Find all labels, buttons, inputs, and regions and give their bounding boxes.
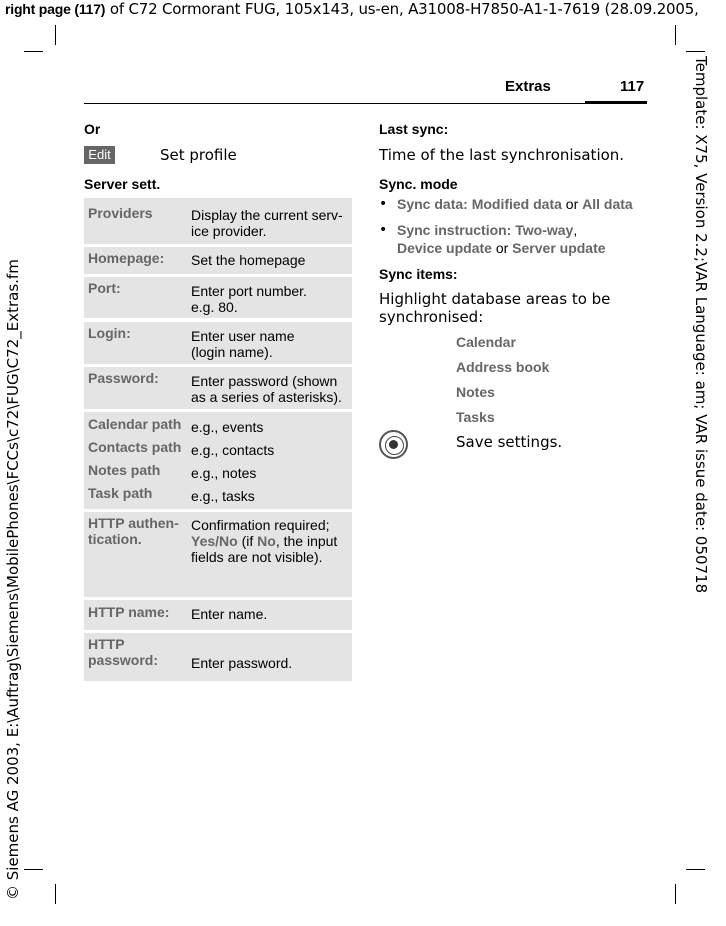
sync-items-heading: Sync items: [379, 266, 458, 282]
row-key: Homepage: [88, 250, 165, 266]
row-value: e.g., tasks [191, 488, 255, 504]
row-value-confirm [191, 533, 337, 549]
row-value: e.g., notes [191, 465, 257, 481]
yes-no-option: Yes/No [191, 533, 238, 549]
print-info-details: of C72 Cormorant FUG, 105x143, us-en, A31008-H7850-A1-1-7619 (28.09.2005, [105, 0, 699, 18]
sync-item-calendar: Calendar [456, 334, 516, 350]
sync-items-text: Highlight database areas to be [379, 290, 611, 308]
last-sync-heading: Last sync: [379, 121, 449, 137]
if-text: (if [237, 533, 258, 549]
or-label: Or [84, 121, 101, 137]
table-row [84, 633, 352, 681]
print-info [5, 0, 699, 18]
crop-mark [686, 51, 705, 52]
row-key: Password: [88, 370, 159, 386]
table-row [84, 198, 352, 244]
sync-instruction-option-2 [397, 240, 606, 256]
row-value: as a series of asterisks). [191, 389, 342, 405]
row-key: Login: [88, 325, 131, 341]
crop-mark [24, 51, 43, 52]
row-key: Contacts path [88, 439, 182, 455]
comma: , [573, 222, 578, 238]
row-key: Task path [88, 485, 153, 501]
bullet: • [379, 222, 388, 238]
row-value: Set the homepage [191, 252, 306, 268]
crop-mark [55, 25, 56, 45]
crop-mark [55, 884, 56, 904]
row-value: fields are not visible). [191, 549, 323, 565]
sync-instruction-option [397, 222, 577, 238]
page-number: 117 [620, 78, 645, 95]
edit-softkey: Edit [84, 146, 115, 164]
set-profile-text: Set profile [160, 146, 237, 164]
header-rule [84, 103, 647, 104]
row-key: HTTP name: [88, 604, 170, 620]
row-value: Enter port number. [191, 283, 307, 299]
row-key: Providers [88, 205, 153, 221]
sync-data-modified: Sync data: Modified data [397, 196, 562, 212]
row-key: Calendar path [88, 416, 182, 432]
device-update: Device update [397, 240, 492, 256]
input-text: , the input [275, 533, 338, 549]
row-key: Notes path [88, 462, 161, 478]
crop-mark [675, 884, 676, 904]
bullet: • [379, 196, 388, 212]
chapter-title: Extras [505, 78, 551, 95]
save-settings-text: Save settings. [456, 433, 563, 451]
row-key: password: [88, 652, 159, 668]
header-rule-thick [585, 101, 647, 104]
crop-mark [24, 869, 43, 870]
print-info-page: right page (117) [5, 1, 106, 17]
sync-mode-heading: Sync. mode [379, 176, 458, 192]
row-value: Enter user name [191, 328, 295, 344]
no-option: No [257, 533, 276, 549]
last-sync-text: Time of the last synchronisation. [379, 146, 625, 164]
server-update: Server update [512, 240, 606, 256]
navigation-key-icon [379, 430, 408, 459]
or-text: or [491, 240, 513, 256]
table-row-paths [84, 412, 352, 509]
row-key: Port: [88, 280, 121, 296]
template-info: Template: X75, Version 2.2;VAR Language: am; VAR issue date: 050718 [692, 56, 710, 594]
sync-item-tasks: Tasks [456, 409, 495, 425]
crop-mark [675, 25, 676, 45]
sync-items-text: synchronised: [379, 308, 484, 326]
row-value: e.g. 80. [191, 299, 238, 315]
table-row [84, 367, 352, 409]
row-value: e.g., events [191, 419, 264, 435]
sync-data-all: All data [582, 196, 633, 212]
row-key: HTTP [88, 636, 125, 652]
row-value: Enter password. [191, 655, 293, 671]
table-row [84, 600, 352, 630]
table-row [84, 277, 352, 318]
row-value: e.g., contacts [191, 442, 275, 458]
sync-data-option [397, 196, 633, 212]
row-value: Display the current serv- [191, 207, 343, 223]
server-settings-heading: Server sett. [84, 176, 161, 192]
crop-mark [686, 869, 705, 870]
sync-item-address-book: Address book [456, 359, 550, 375]
row-key: HTTP authen- [88, 515, 179, 531]
sync-item-notes: Notes [456, 384, 495, 400]
row-value: (login name). [191, 344, 273, 360]
table-row [84, 322, 352, 364]
row-value: Enter password (shown [191, 373, 338, 389]
table-row [84, 247, 352, 274]
row-value: Enter name. [191, 606, 268, 622]
copyright-path: © Siemens AG 2003, E:\Auftrag\Siemens\MobilePhones\FCCs\c72\FUG\C72_Extras.fm [4, 259, 22, 900]
row-value: ice provider. [191, 223, 267, 239]
row-value: Confirmation required; [191, 517, 330, 533]
sync-two-way: Sync instruction: Two-way [397, 222, 574, 238]
table-row [84, 512, 352, 597]
row-key: tication. [88, 531, 142, 547]
or-text: or [561, 196, 583, 212]
